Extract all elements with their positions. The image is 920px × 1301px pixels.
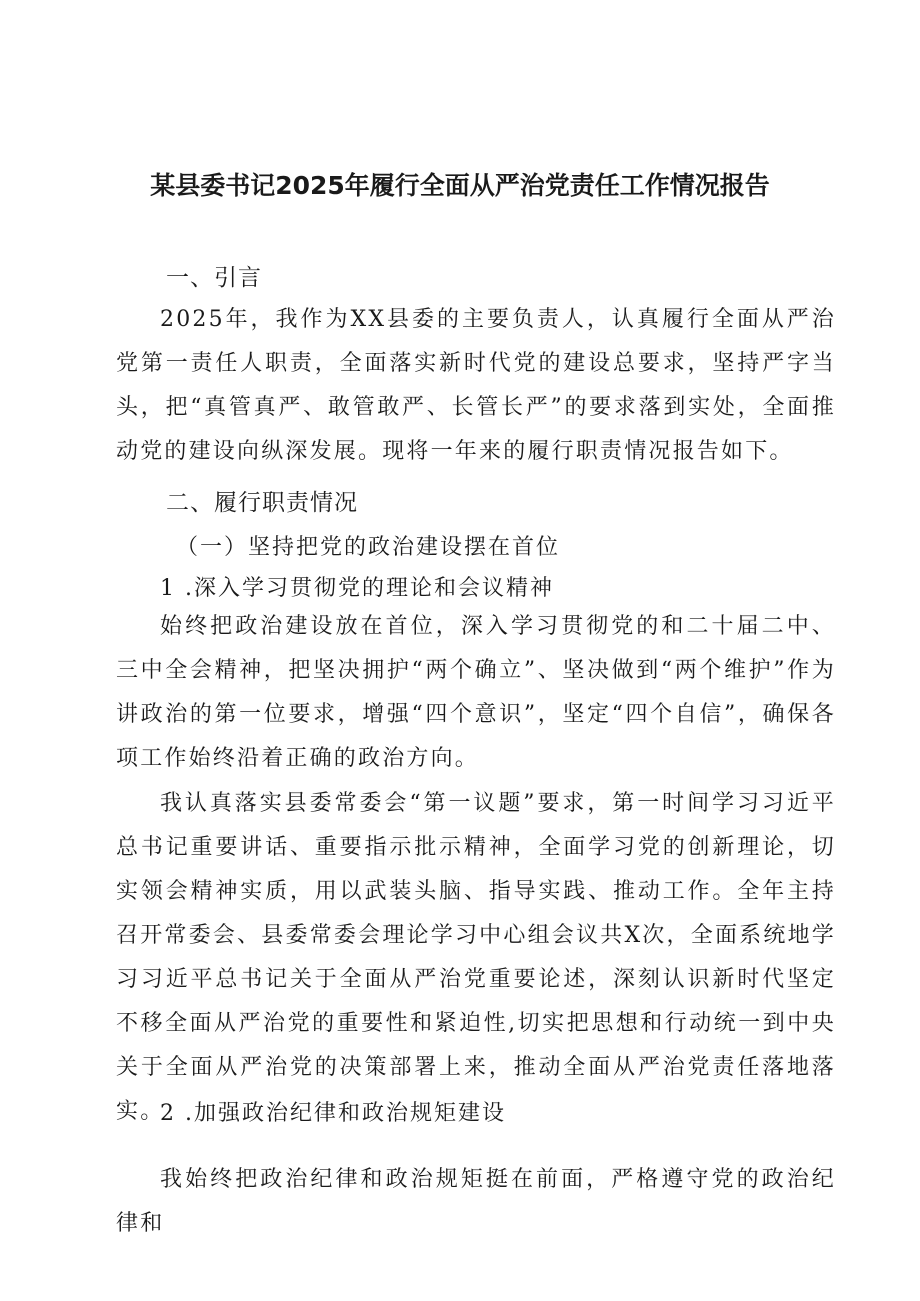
subsection-heading-political-building: （一）坚持把党的政治建设摆在首位 xyxy=(176,535,561,560)
introduction-paragraph: 2025年，我作为XX县委的主要负责人，认真履行全面从严治党第一责任人职责，全面落实新时代党的建设总要求，坚持严字当头，把“真管真严、敢管敢严、长管长严”的要求落到实处，全面推动党的建设向纵深发展。现将一年来的履行职责情况报告如下。 xyxy=(116,307,836,464)
document-title: 某县委书记2025年履行全面从严治党责任工作情况报告 xyxy=(150,171,770,200)
political-discipline-paragraph-1: 我始终把政治纪律和政治规矩挺在前面，严格遵守党的政治纪律和 xyxy=(116,1167,836,1236)
study-theory-paragraph-2: 我认真落实县委常委会“第一议题”要求，第一时间学习习近平总书记重要讲话、重要指示批示精神，全面学习党的创新理论，切实领会精神实质，用以武装头脑、指导实践、推动工作。全年主持召开常委会、县委常委会理论学习中心组会议共X次，全面系统地学习习近平总书记关于全面从严治党重要论述，深刻认识新时代坚定不移全面从严治党的重要性和紧迫性,切实把思想和行动统一到中央关于全面从严治党的决策部署上来，推动全面从严治党责任落地落实。 xyxy=(116,791,836,1124)
study-theory-paragraph-1: 始终把政治建设放在首位，深入学习贯彻党的和二十届二中、三中全会精神，把坚决拥护“两个确立”、坚决做到“两个维护”作为讲政治的第一位要求，增强“四个意识”，坚定“四个自信”，确保各项工作始终沿着正确的政治方向。 xyxy=(116,614,836,771)
item-heading-study-theory: 1 .深入学习贯彻党的理论和会议精神 xyxy=(160,576,554,601)
item-heading-political-discipline: 2 .加强政治纪律和政治规矩建设 xyxy=(160,1101,506,1126)
section-heading-introduction: 一、引言 xyxy=(166,265,262,291)
section-heading-duties: 二、履行职责情况 xyxy=(166,490,358,516)
